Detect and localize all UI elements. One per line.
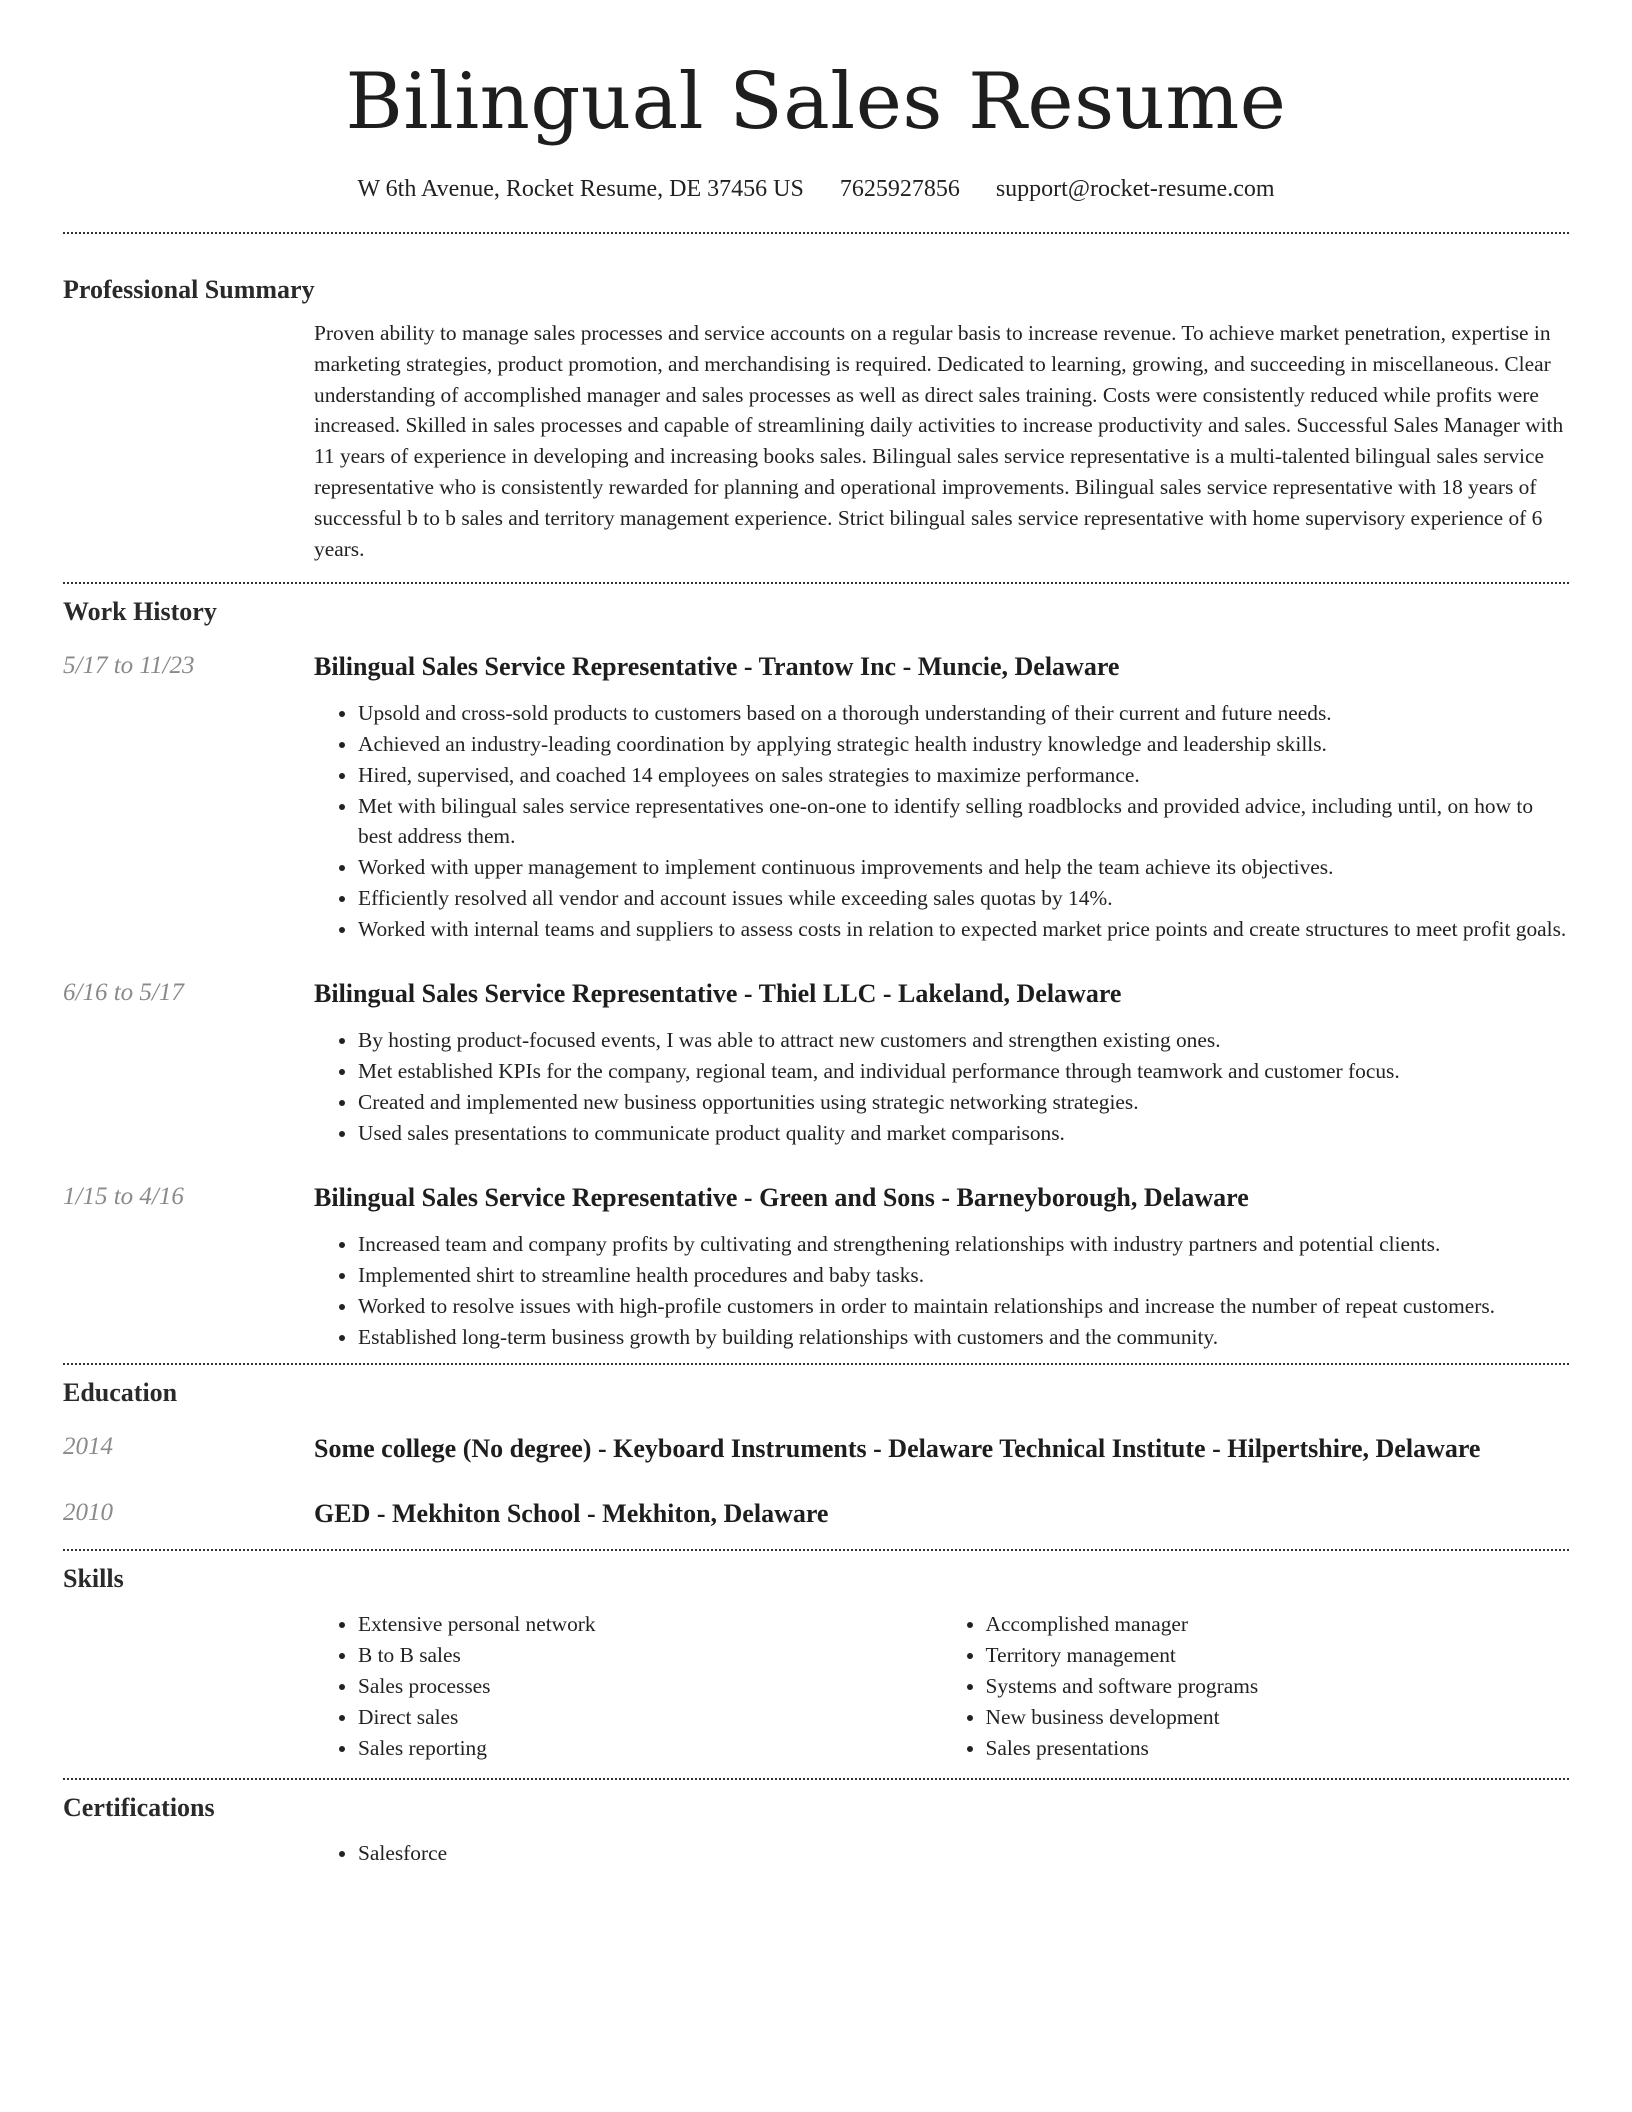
- work-history-heading: Work History: [63, 597, 217, 627]
- certifications-list: [314, 1838, 1569, 1868]
- section-divider: [63, 1549, 1569, 1551]
- job-entry: [63, 1181, 1569, 1353]
- contact-email: support@rocket-resume.com: [995, 176, 1275, 202]
- job-dates: 6/16 to 5/17: [63, 979, 184, 1007]
- section-divider: [63, 582, 1569, 584]
- job-title: Bilingual Sales Service Representative - Thiel LLC - Lakeland, Delaware: [314, 979, 1122, 1009]
- certifications-section: [63, 1792, 1569, 1869]
- education-title: Some college (No degree) - Keyboard Instruments - Delaware Technical Institute - Hilpertshire, Delaware: [314, 1434, 1481, 1464]
- list-item: • New business development: [986, 1702, 1570, 1732]
- education-entry: [63, 1431, 1569, 1467]
- job-entry: [63, 650, 1569, 945]
- education-section: [63, 1377, 1569, 1531]
- certifications-heading: Certifications: [63, 1793, 215, 1823]
- list-item: • Increased team and company profits by cultivating and strengthening relationships with industry partners and potential clients.: [358, 1229, 1569, 1259]
- list-item: • Salesforce: [358, 1838, 1569, 1868]
- summary-text: Proven ability to manage sales processes and service accounts on a regular basis to increase revenue. To achieve market penetration, expertise in marketing strategies, product promotion, and merchandising is required. Dedicated to learning, growing, and succeeding in miscellaneous. Clear understanding of accomplished manager and sales processes as well as direct sales training. Costs were consistently reduced while profits were increased. Skilled in sales processes and capable of streamlining daily activities to increase productivity and sales. Successful Sales Manager with 11 years of experience in developing and increasing books sales. Bilingual sales service representative is a multi-talented bilingual sales service representative who is consistently rewarded for planning and operational improvements. Bilingual sales service representative with 18 years of successful b to b sales and territory management experience. Strict bilingual sales service representative with home supervisory experience of 6 years.: [314, 321, 1564, 561]
- list-item: • Sales presentations: [986, 1733, 1570, 1763]
- skills-heading: Skills: [63, 1564, 124, 1594]
- resume-header: [63, 0, 1569, 204]
- list-item: • Worked to resolve issues with high-profile customers in order to maintain relationships and increase the number of repeat customers.: [358, 1291, 1569, 1321]
- resume-title: Bilingual Sales Resume: [345, 57, 1287, 147]
- contact-phone: 7625927856: [839, 176, 960, 202]
- section-divider: [63, 1778, 1569, 1780]
- job-bullets: [314, 698, 1569, 944]
- job-title: Bilingual Sales Service Representative - Green and Sons - Barneyborough, Delaware: [314, 1183, 1249, 1213]
- list-item: • Created and implemented new business opportunities using strategic networking strategies.: [358, 1087, 1569, 1117]
- list-item: • Worked with upper management to implement continuous improvements and help the team achieve its objectives.: [358, 852, 1569, 882]
- contact-address: W 6th Avenue, Rocket Resume, DE 37456 US: [357, 176, 804, 202]
- list-item: • Worked with internal teams and suppliers to assess costs in relation to expected market price points and create structures to meet profit goals.: [358, 914, 1569, 944]
- section-divider: [63, 232, 1569, 234]
- job-dates: 1/15 to 4/16: [63, 1183, 184, 1211]
- list-item: • Territory management: [986, 1640, 1570, 1670]
- list-item: • Met with bilingual sales service representatives one-on-one to identify selling roadblocks and provided advice, including until, on how to best address them.: [358, 791, 1569, 851]
- education-entry: [63, 1497, 1569, 1531]
- summary-heading: Professional Summary: [63, 275, 315, 304]
- job-title: Bilingual Sales Service Representative - Trantow Inc - Muncie, Delaware: [314, 652, 1120, 682]
- summary-section: [63, 274, 1569, 564]
- list-item: • Efficiently resolved all vendor and account issues while exceeding sales quotas by 14%.: [358, 883, 1569, 913]
- job-bullets: [314, 1229, 1569, 1352]
- skills-list-right: [942, 1609, 1570, 1764]
- list-item: • Sales processes: [358, 1671, 942, 1701]
- job-entry: [63, 977, 1569, 1149]
- list-item: • Extensive personal network: [358, 1609, 942, 1639]
- contact-line: [63, 174, 1569, 204]
- work-history-section: [63, 596, 1569, 1353]
- section-divider: [63, 1363, 1569, 1365]
- education-title: GED - Mekhiton School - Mekhiton, Delaware: [314, 1499, 829, 1529]
- list-item: • Direct sales: [358, 1702, 942, 1732]
- education-year: 2010: [63, 1499, 113, 1527]
- list-item: • Established long-term business growth by building relationships with customers and the community.: [358, 1322, 1569, 1352]
- list-item: • Hired, supervised, and coached 14 employees on sales strategies to maximize performance.: [358, 760, 1569, 790]
- list-item: • Upsold and cross-sold products to customers based on a thorough understanding of their current and future needs.: [358, 698, 1569, 728]
- list-item: • Met established KPIs for the company, regional team, and individual performance through teamwork and customer focus.: [358, 1056, 1569, 1086]
- list-item: • Accomplished manager: [986, 1609, 1570, 1639]
- education-year: 2014: [63, 1433, 113, 1461]
- list-item: • B to B sales: [358, 1640, 942, 1670]
- list-item: • By hosting product-focused events, I was able to attract new customers and strengthen existing ones.: [358, 1025, 1569, 1055]
- skills-list-left: [314, 1609, 942, 1764]
- list-item: • Systems and software programs: [986, 1671, 1570, 1701]
- list-item: • Achieved an industry-leading coordination by applying strategic health industry knowledge and leadership skills.: [358, 729, 1569, 759]
- education-heading: Education: [63, 1378, 178, 1408]
- job-dates: 5/17 to 11/23: [63, 652, 195, 680]
- skills-section: [63, 1563, 1569, 1764]
- list-item: • Sales reporting: [358, 1733, 942, 1763]
- job-bullets: [314, 1025, 1569, 1148]
- list-item: • Implemented shirt to streamline health procedures and baby tasks.: [358, 1260, 1569, 1290]
- list-item: • Used sales presentations to communicate product quality and market comparisons.: [358, 1118, 1569, 1148]
